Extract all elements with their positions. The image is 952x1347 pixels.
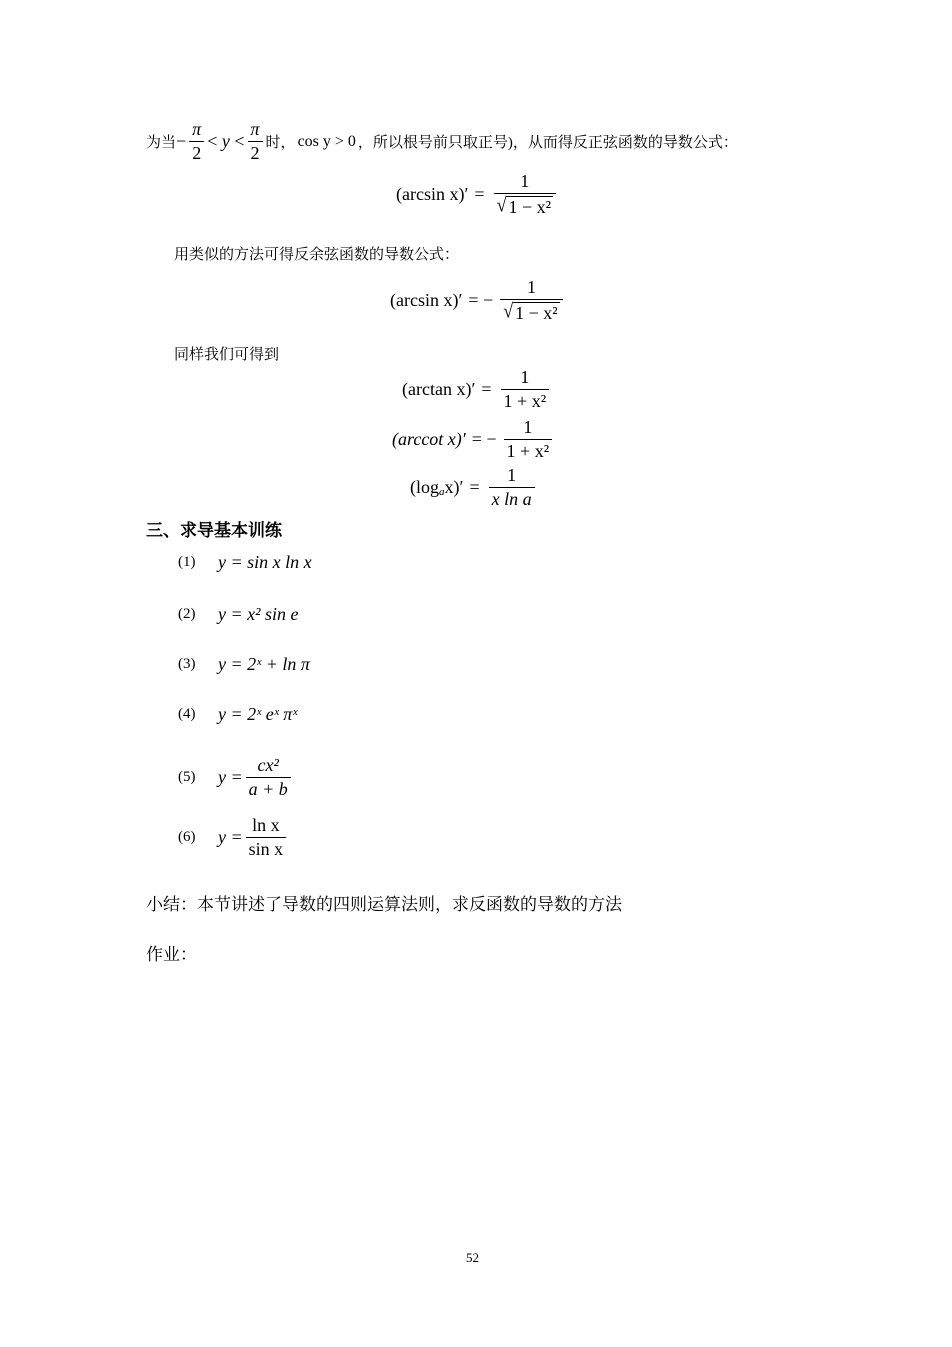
formula-log	[410, 466, 538, 510]
rhs-num: 1	[526, 277, 536, 297]
rhs-den	[500, 299, 562, 323]
sqrt-body: 1 − x²	[515, 302, 558, 323]
exercise-frac	[246, 816, 287, 860]
pi-over-2	[248, 120, 263, 164]
exercise-3	[178, 654, 310, 675]
intro-line	[146, 120, 738, 164]
exercise-den: sin x	[246, 837, 287, 860]
cos-condition: cos y > 0	[297, 132, 356, 150]
para-arccos: 用类似的方法可得反余弦函数的导数公式：	[174, 247, 460, 263]
intro-text-2: 时，	[265, 135, 296, 152]
exercise-4	[178, 704, 297, 725]
equals: =	[469, 477, 480, 498]
exercise-expr: y = x² sin e	[218, 604, 299, 624]
intro-text-3: ，所以根号前只取正号)，从而得反正弦函数的导数公式：	[357, 135, 738, 152]
log-base: a	[439, 485, 445, 498]
homework-label: 作业：	[146, 945, 197, 965]
exercise-label: (4)	[178, 706, 196, 722]
rhs-den: 1 + x²	[501, 389, 550, 412]
formula-arcsin	[396, 172, 559, 217]
exercise-label: (1)	[178, 554, 196, 570]
sqrt-body: 1 − x²	[508, 196, 552, 217]
equals: =	[474, 183, 485, 204]
rhs-den: x ln a	[489, 487, 535, 510]
exercise-den: a + b	[246, 777, 291, 800]
exercise-frac	[246, 756, 291, 800]
exercise-expr: y = sin x ln x	[218, 552, 312, 572]
rhs-den	[494, 193, 556, 217]
exercise-expr: y = 2ˣ eˣ πˣ	[218, 704, 298, 724]
arcsin-lhs: (arcsin x)′	[396, 183, 469, 204]
exercise-1	[178, 552, 312, 573]
rhs-num: 1	[520, 367, 530, 387]
arctan-lhs: (arctan x)′	[402, 379, 476, 400]
arccos-rhs	[500, 278, 562, 323]
exercise-lhs: y =	[218, 827, 243, 848]
arcsin-rhs	[494, 172, 556, 217]
exercise-2	[178, 604, 299, 625]
exercise-label: (5)	[178, 769, 196, 786]
exercise-lhs: y =	[218, 767, 243, 788]
formula-arccos	[390, 278, 566, 323]
para-same: 同样我们可得到	[174, 347, 280, 363]
pi-num: π	[192, 119, 202, 139]
exercise-label: (3)	[178, 656, 196, 672]
arccot-rhs	[504, 418, 553, 462]
rhs-den: 1 + x²	[504, 439, 553, 462]
arctan-rhs	[501, 368, 550, 412]
arccot-lhs: (arccot x)′	[392, 429, 466, 450]
equals-minus: = −	[471, 429, 497, 450]
log-tail: x)′	[444, 477, 464, 498]
two-den: 2	[189, 141, 204, 164]
arccos-lhs: (arcsin x)′	[390, 289, 463, 310]
exercise-label: (6)	[178, 829, 196, 846]
exercise-6	[178, 816, 289, 860]
log-lhs: (log	[410, 477, 439, 498]
sqrt-symbol: √ 1 − x²	[503, 299, 558, 323]
two-den-2: 2	[248, 141, 263, 164]
sqrt-symbol: √ 1 − x²	[496, 193, 552, 217]
rhs-num: 1	[520, 171, 530, 191]
exercise-num: ln x	[252, 815, 280, 835]
lt-y-lt: < y <	[207, 131, 245, 152]
intro-text-1: 为当	[146, 135, 177, 152]
equals: =	[481, 379, 492, 400]
formula-arctan	[402, 368, 552, 412]
exercise-expr: y = 2ˣ + ln π	[218, 654, 310, 674]
summary-text: 小结：本节讲述了导数的四则运算法则，求反函数的导数的方法	[146, 895, 622, 915]
rhs-num: 1	[507, 465, 517, 485]
pi-num-2: π	[250, 119, 260, 139]
section-title: 三、求导基本训练	[146, 521, 282, 541]
equals-minus: = −	[468, 289, 494, 310]
exercise-num: cx²	[257, 755, 279, 775]
page-number: 52	[466, 1250, 479, 1265]
log-rhs	[489, 466, 535, 510]
neg-pi-over-2	[189, 120, 204, 164]
exercise-5	[178, 756, 294, 800]
minus-sign: −	[176, 131, 187, 152]
formula-arccot	[392, 418, 555, 462]
rhs-num: 1	[523, 417, 533, 437]
exercise-label: (2)	[178, 606, 196, 622]
